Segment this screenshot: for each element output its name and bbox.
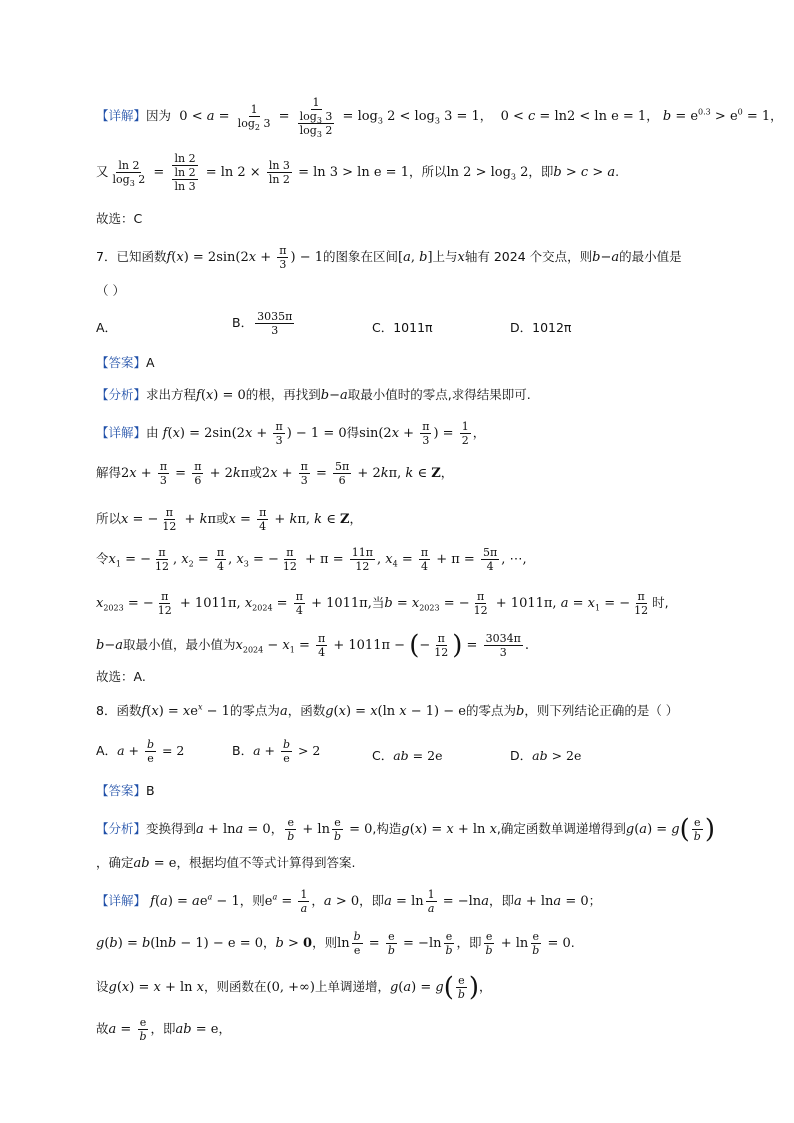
q7-option-b: B． $\frac{3035\pi}{3}$: [232, 310, 293, 337]
q8-option-b: B．a + $\frac{b}{e}$ > 2: [232, 738, 321, 765]
q8-analysis-line1: 【分析】变换得到a + lna = 0， $\frac{e}{b}$ + ln $\frac{e}{b}$ = 0,构造g(x) = x + ln x,确定函数单调递增得到g(a) = g( $\frac{e}{b}$ ): [96, 814, 715, 845]
q8-detail-line4: 故a = $\frac{e}{b}$ ，即ab = e，: [96, 1016, 231, 1043]
q8-stem: 8．函数$f(x) = xe^x - 1$的零点为a，函数g(x) = x(ln x − 1) − e的零点为b，则下列结论正确的是（ ）: [96, 702, 679, 719]
q8-option-d: D．ab > 2e: [510, 748, 582, 763]
q8-analysis-line2: ，确定ab = e，根据均值不等式计算得到答案.: [96, 855, 356, 871]
q7-choice: 故选：A.: [96, 669, 146, 684]
q7-detail-line4: 令$x_1$ = − $\frac{\pi}{12}$ , $x_2$ = $\frac{\pi}{4}$ , $x_3$ = − $\frac{\pi}{12}$ + π = $\frac{11\pi}{12}$ , $x_4$ = $\frac{\pi}{4}$ + π = $\frac{5\pi}{4}$ , ⋯,: [96, 546, 527, 573]
q7-option-d: D．1012π: [510, 320, 572, 335]
q7-detail-line2: 解得2x + $\frac{\pi}{3}$ = $\frac{\pi}{6}$ + 2kπ或2x + $\frac{\pi}{3}$ = $\frac{5\pi}{6}$ + 2kπ, k ∈ Z，: [96, 460, 454, 487]
q7-detail-line1: 【详解】由 f(x) = 2sin(2x + $\frac{\pi}{3}$ ) − 1 = 0得sin(2x + $\frac{\pi}{3}$ ) = $\frac{1}{2}$ ，: [96, 420, 486, 447]
q6-detail-line2: 又 $\frac{\ln 2}{\log_3 2}$ = $\frac{\ln 2}{\frac{\ln 2}{\ln 3}}$ = ln 2 × $\frac{\ln 3}{\ln 2}$ = ln 3 > ln e = 1，所以$\ln 2 > \log_3 2$，即b > c > a.: [96, 152, 620, 193]
q8-answer: 【答案】B: [96, 783, 155, 798]
q8-detail-line2: g(b) = b(lnb − 1) − e = 0，b > 0，则ln $\frac{b}{e}$ = $\frac{e}{b}$ = −ln $\frac{e}{b}$ ，即 $\frac{e}{b}$ + ln $\frac{e}{b}$ = 0.: [96, 930, 575, 957]
q7-stem: 7．已知函数f(x) = 2sin(2x + $\frac{\pi}{3}$ ) − 1的图象在区间[a, b]上与x轴有 2024 个交点，则b−a的最小值是: [96, 244, 682, 271]
q6-choice: 故选：C: [96, 211, 143, 226]
q7-paren: （ ）: [96, 283, 125, 298]
q7-answer: 【答案】A: [96, 355, 155, 370]
detail-tag: 【详解】: [96, 108, 147, 123]
q6-detail-line1: 【详解】因为 0 < a = $\frac{1}{\log_2 3}$ = $\frac{1}{\frac{\log_3 3}{\log_3 2}}$ = $\log_3 2 < \log_3 3 = 1$， 0 < c = ln2 < ln e = 1， $b = e^{0.3} > e^0 = 1$，: [96, 96, 783, 140]
q8-option-a: A．a + $\frac{b}{e}$ = 2: [96, 738, 185, 765]
q8-detail-line3: 设g(x) = x + ln x，则函数在(0, +∞)上单调递增，g(a) = g( $\frac{e}{b}$ )，: [96, 972, 492, 1003]
q7-option-a: A．: [96, 320, 118, 335]
q7-option-c: C．1011π: [372, 320, 433, 335]
q7-detail-line5: $x_{2023}$ = − $\frac{\pi}{12}$ + 1011π, $x_{2024}$ = $\frac{\pi}{4}$ + 1011π,当$b = x_{2023}$ = − $\frac{\pi}{12}$ + 1011π, $a = x_1$ = − $\frac{\pi}{12}$ 时,: [96, 590, 669, 617]
q7-detail-line3: 所以x = − $\frac{\pi}{12}$ + kπ或x = $\frac{\pi}{4}$ + kπ, k ∈ Z，: [96, 506, 362, 533]
q8-detail-line1: 【详解】 $f(a) = ae^a - 1$，则$e^a$ = $\frac{1}{a}$ ，a > 0，即a = ln $\frac{1}{a}$ = −lna，即a + lna = 0；: [96, 888, 602, 915]
q7-analysis: 【分析】求出方程f(x) = 0的根，再找到b−a取最小值时的零点,求得结果即可.: [96, 387, 531, 403]
q7-detail-line6: b−a取最小值，最小值为$x_{2024} - x_1$ = $\frac{\pi}{4}$ + 1011π − (− $\frac{\pi}{12}$ ) = $\frac{3034\pi}{3}$ .: [96, 630, 529, 661]
q8-option-c: C．ab = 2e: [372, 748, 443, 763]
